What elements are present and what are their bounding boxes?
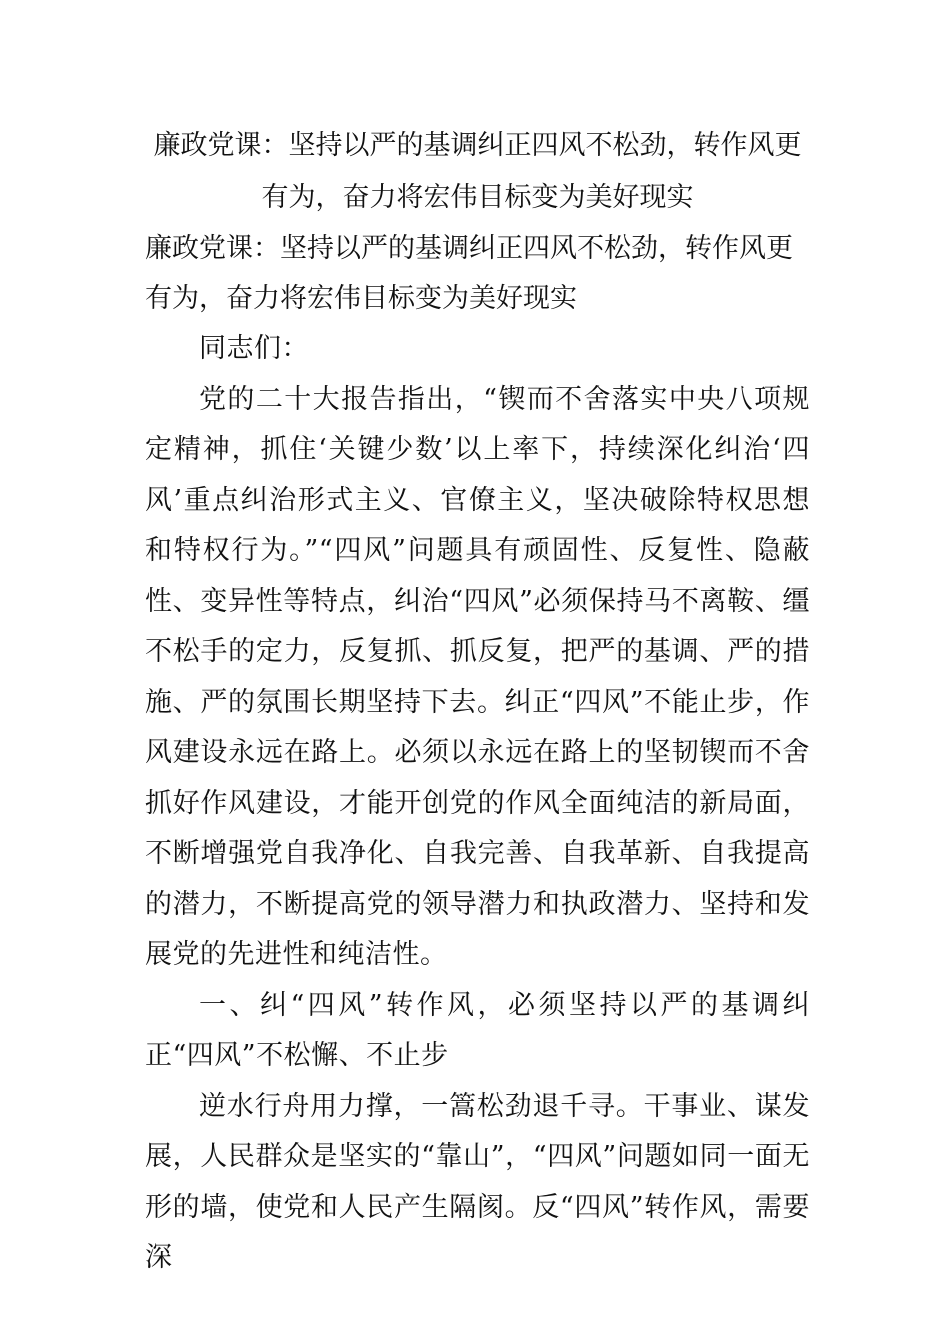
- salutation: 同志们：: [199, 333, 309, 364]
- document-subtitle: 廉政党课：坚持以严的基调纠正四风不松劲，转作风更有为，奋力将宏伟目标变为美好现实: [145, 233, 793, 314]
- body-paragraph: 逆水行舟用力撑，一篙松劲退千寻。干事业、谋发展，人民群众是坚实的“靠山”，“四风”问题如同一面无形的墙，使党和人民产生隔阂。反“四风”转作风，需要深: [145, 1090, 810, 1273]
- section-heading: 一、纠“四风”转作风，必须坚持以严的基调纠正“四风”不松懈、不止步: [145, 989, 810, 1071]
- body-paragraph: 党的二十大报告指出，“锲而不舍落实中央八项规定精神，抓住‘关键少数’以上率下，持续深化纠治‘四风’重点纠治形式主义、官僚主义，坚决破除特权思想和特权行为。”“四风”问题具有顽固性、反复性、隐蔽性、变异性等特点，纠治“四风”必须保持马不离鞍、缰不松手的定力，反复抓、抓反复，把严的基调、严的措施、严的氛围长期坚持下去。纠正“四风”不能止步，作风建设永远在路上。必须以永远在路上的坚韧锲而不舍抓好作风建设，才能开创党的作风全面纯洁的新局面，不断增强党自我净化、自我完善、自我革新、自我提高的潜力，不断提高党的领导潜力和执政潜力、坚持和发展党的先进性和纯洁性。: [145, 383, 810, 970]
- document-page: [145, 120, 810, 1284]
- document-title: 廉政党课：坚持以严的基调纠正四风不松劲，转作风更有为，奋力将宏伟目标变为美好现实: [153, 130, 802, 213]
